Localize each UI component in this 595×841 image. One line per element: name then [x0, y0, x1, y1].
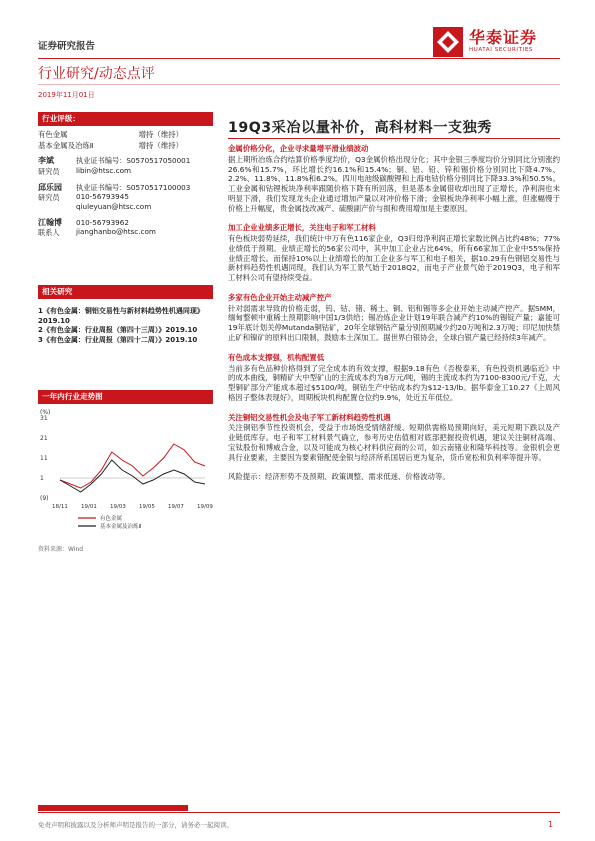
huatai-logo-icon — [433, 27, 463, 57]
analyst-name: 江翰博 — [38, 217, 62, 227]
chart-heading: 一年内行业走势图 — [38, 390, 213, 404]
analyst-cert: 执业证书编号：S0570517100003 — [76, 182, 191, 192]
rating-value: 增持（维持） — [138, 129, 183, 139]
section-heading: 有色成本支撑强，机构配置低 — [228, 352, 325, 362]
related-link[interactable]: 3《有色金属：行业周报（第四十二周）》2019.10 — [38, 336, 198, 345]
trend-chart-block — [38, 390, 213, 554]
section-body: 据上期所冶炼合约结算价格季度均价，Q3金属价格出现分化；其中金银三季度均价分别同比分别涨约26.6%和15.7%，环比增长约16.1%和15.4%；铜、铝、铅、锌和锡价格分别同比下降4.7%、2.2%、11.8%、11.8%和6.2%。四川电池级碳酸锂和上海电钴价格分别同比下降33.3%和50.5%。工业金属和钴锂板块净利率跟随价格下降有所回落，但是基本金属借收却出现了正增长，净利润也未明显下滑，我们发现龙头企业通过增加产量以对冲价格下滑；金银板块净利率小幅上涨，但涨幅慢于价格上升幅度，贵金属技改减产、硫酸副产价与损和费用增加是主要原因。 — [228, 154, 560, 213]
rating-block — [38, 112, 213, 151]
analyst-email[interactable]: qiuleyuan@htsc.com — [76, 201, 152, 211]
footer-bar — [38, 805, 188, 811]
risk-note: 风险提示：经济形势不及预期、政策调整、需求低迷、价格波动等。 — [228, 472, 450, 482]
section-body: 有色板块弱势延续，我们统计中万有色116家企业，Q3归母净利润正增长家数比例占比约48%；77%业绩低于预期。业绩正增长的56家公司中，其中加工企业占比64%，所有66家加工企业中55%保持业绩正增长。而保持10%以上业绩增长的加工企业多与军工和电子相关，据10.29有色钢铝交易性与新材料趋势性机遇同现，我们认为军工景气始于2018Q2，而电子产业景气始于2019Q3，电子和军工材料公司有望持续受益。 — [228, 234, 560, 283]
section-heading: 多家有色企业开始主动减产控产 — [228, 292, 332, 302]
section-body: 关注铜铝季节性投资机会，受益于市场饱受情绪舒缓、短期供需格局预期向好，美元短期下跌以及产业链低库存。电子和军工材料景气确立，参考历史估值相对底部把握投资机遇，建议关注铜材高端、宝钛股份和博威合金，以及可能成为核心材料供应商的公司，如云南锗业和隆华科技等。金银机会更具行业要素，主要因为要素错配使金银与经济所系国居后更为复杂，货币宽松和负利率等提升等。 — [228, 423, 560, 462]
section — [228, 413, 560, 463]
rating-value: 增持（维持） — [138, 141, 183, 151]
y-tick-label: 21 — [40, 434, 48, 442]
related-heading: 相关研究 — [38, 285, 213, 299]
section — [228, 472, 560, 482]
main-body — [228, 144, 560, 482]
x-tick-label: 19/05 — [139, 503, 155, 510]
analyst-role: 联系人 — [38, 228, 60, 238]
doc-type-label: 证券研究报告 — [38, 41, 96, 52]
report-category-band: 行业研究/动态点评 — [38, 66, 155, 82]
x-tick-label: 19/09 — [197, 503, 213, 510]
analyst-name: 邱乐园 — [38, 182, 62, 192]
y-tick-label: (%) — [40, 408, 51, 416]
rating-industry: 基本金属及冶炼Ⅱ — [38, 141, 94, 151]
footer-disclaimer: 免责声明和披露以及分析师声明是报告的一部分，请务必一起阅读。 — [38, 821, 233, 829]
x-tick-label: 19/01 — [81, 503, 97, 510]
analyst-phone: 010-56793962 — [76, 217, 129, 227]
analyst-role: 研究员 — [38, 193, 60, 203]
report-date: 2019年11月01日 — [38, 91, 95, 99]
brand-logo — [433, 25, 563, 67]
y-tick-label: 11 — [40, 454, 48, 462]
legend-label: 基本金属及冶炼Ⅱ — [100, 523, 142, 530]
chart-source: 资料来源：Wind — [38, 545, 84, 553]
analyst-email[interactable]: jianghanbo@htsc.com — [76, 227, 156, 237]
x-tick-label: 19/07 — [168, 503, 184, 510]
section-body: 针对弱需求导致的价格走弱，钨、钴、锗、稀土、铜、铝和锡等多企业开始主动减产控产。据SMM，缅甸整顿中重稀土预期影响中国1/3供给；锡冶炼企业计划19年联合减产约10%的锡锭产量；嘉能可19年底计划关停Mutanda铜钴矿，20年全球钢钴产量分别预期减少约20万吨和2.3万吨；印尼加快禁止矿和镍矿的原料出口限制，鼓励本土深加工。据世界白银协会，全球白银产量已经持续3年减产。 — [228, 303, 560, 343]
brand-en: HUATAI SECURITIES — [469, 47, 533, 53]
y-tick-label: 1 — [40, 474, 44, 482]
rating-row — [38, 130, 213, 140]
x-tick-label: 18/11 — [52, 503, 68, 510]
footer-divider — [38, 812, 560, 813]
legend-label: 有色金属 — [100, 515, 123, 522]
analyst-phone: 010-56793945 — [76, 192, 129, 202]
section-heading: 加工企业业绩多正增长，关注电子和军工材料 — [228, 223, 376, 233]
analyst-block — [38, 156, 213, 238]
report-title: 19Q3采冶以量补价，高科材料一支独秀 — [228, 120, 492, 136]
section — [228, 223, 560, 283]
rating-row — [38, 141, 213, 151]
y-tick-label: (9) — [40, 494, 49, 502]
x-tick-label: 19/03 — [110, 503, 126, 510]
analyst-email[interactable]: libin@htsc.com — [76, 165, 132, 175]
related-research — [38, 285, 213, 346]
analyst-entry — [38, 183, 213, 212]
section — [228, 144, 560, 213]
brand-cn: 华泰证券 — [469, 28, 538, 47]
related-link[interactable]: 1《有色金属：铜铝交易性与新材料趋势性机遇同现》2019.10 — [38, 306, 204, 325]
analyst-entry — [38, 156, 213, 177]
section — [228, 353, 560, 403]
related-link[interactable]: 2《有色金属：行业周报（第四十三周）》2019.10 — [38, 326, 198, 335]
rating-heading: 行业评级： — [38, 112, 213, 126]
analyst-role: 研究员 — [38, 166, 60, 176]
y-tick-label: 31 — [40, 414, 48, 422]
section-body: 当前多有色品种价格得到了完全成本的有效支撑，根据9.18有色《否极泰来，有色投资机遇临近》中的成本曲线，铜精矿大中型矿山的主流成本约为8万元/吨，锡的主流成本约为7100-8300元/千克，大型铜矿部分产能成本超过$5100/吨，铜钴生产中钴成本约为$12-13/lb。据华泰金工10.27《上周风格因子整体表现好》，周期板块机构配置仓位约9.9%，处近五年低位。 — [228, 363, 560, 402]
series-line — [60, 444, 205, 488]
analyst-name: 李斌 — [38, 156, 54, 165]
page-number: 1 — [548, 820, 554, 829]
section — [228, 293, 560, 343]
trend-chart — [38, 408, 213, 543]
section-heading: 金属价格分化，企业寻求量增平滑业绩波动 — [228, 144, 369, 153]
analyst-entry — [38, 218, 213, 239]
section-heading: 关注铜铝交易性机会及电子军工新材料趋势性机遇 — [228, 412, 391, 422]
analyst-cert: 执业证书编号：S0570517050001 — [76, 156, 191, 165]
rating-industry: 有色金属 — [38, 129, 68, 139]
